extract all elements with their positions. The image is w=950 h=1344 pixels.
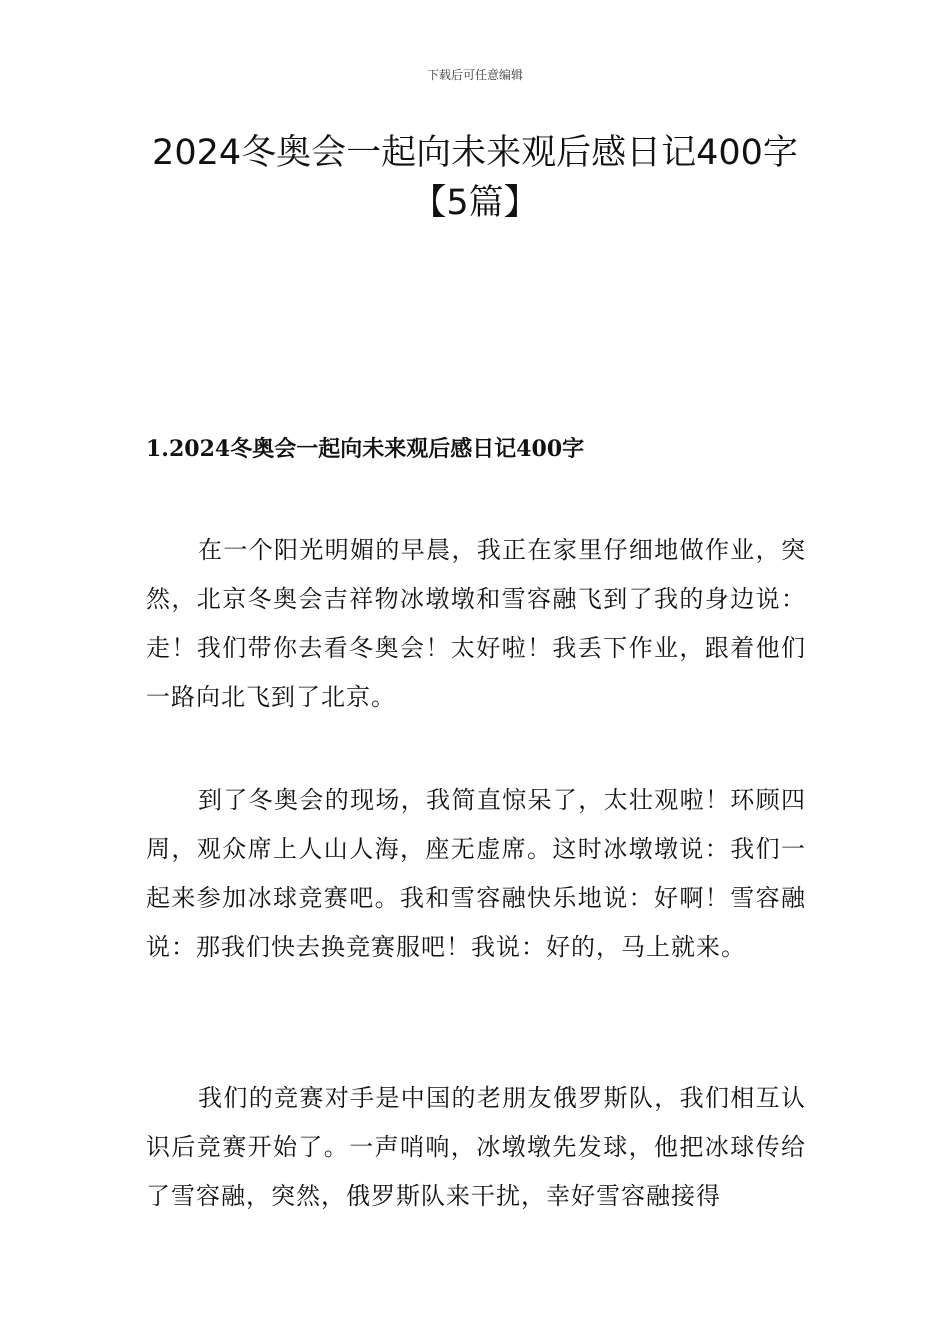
title-line-1: 2024冬奥会一起向未来观后感日记400字 xyxy=(152,133,798,173)
header-note: 下载后可任意编辑 xyxy=(426,68,523,82)
paragraph-1: 在一个阳光明媚的早晨，我正在家里仔细地做作业，突然，北京冬奥会吉祥物冰墩墩和雪容融飞到了我的身边说：走！我们带你去看冬奥会！太好啦！我丢下作业，跟着他们一路向北飞到了北京。 xyxy=(146,536,806,711)
paragraph-3: 我们的竞赛对手是中国的老朋友俄罗斯队，我们相互认识后竞赛开始了。一声哨响，冰墩墩先发球，他把冰球传给了雪容融，突然，俄罗斯队来干扰，幸好雪容融接得 xyxy=(146,1084,806,1210)
section-heading: 1.2024冬奥会一起向未来观后感日记400字 xyxy=(146,436,585,462)
document-title xyxy=(120,128,830,228)
title-line-2: 【5篇】 xyxy=(411,183,539,223)
paragraph-2: 到了冬奥会的现场，我简直惊呆了，太壮观啦！环顾四周，观众席上人山人海，座无虚席。这时冰墩墩说：我们一起来参加冰球竞赛吧。我和雪容融快乐地说：好啊！雪容融说：那我们快去换竞赛服吧！我说：好的，马上就来。 xyxy=(146,786,806,961)
